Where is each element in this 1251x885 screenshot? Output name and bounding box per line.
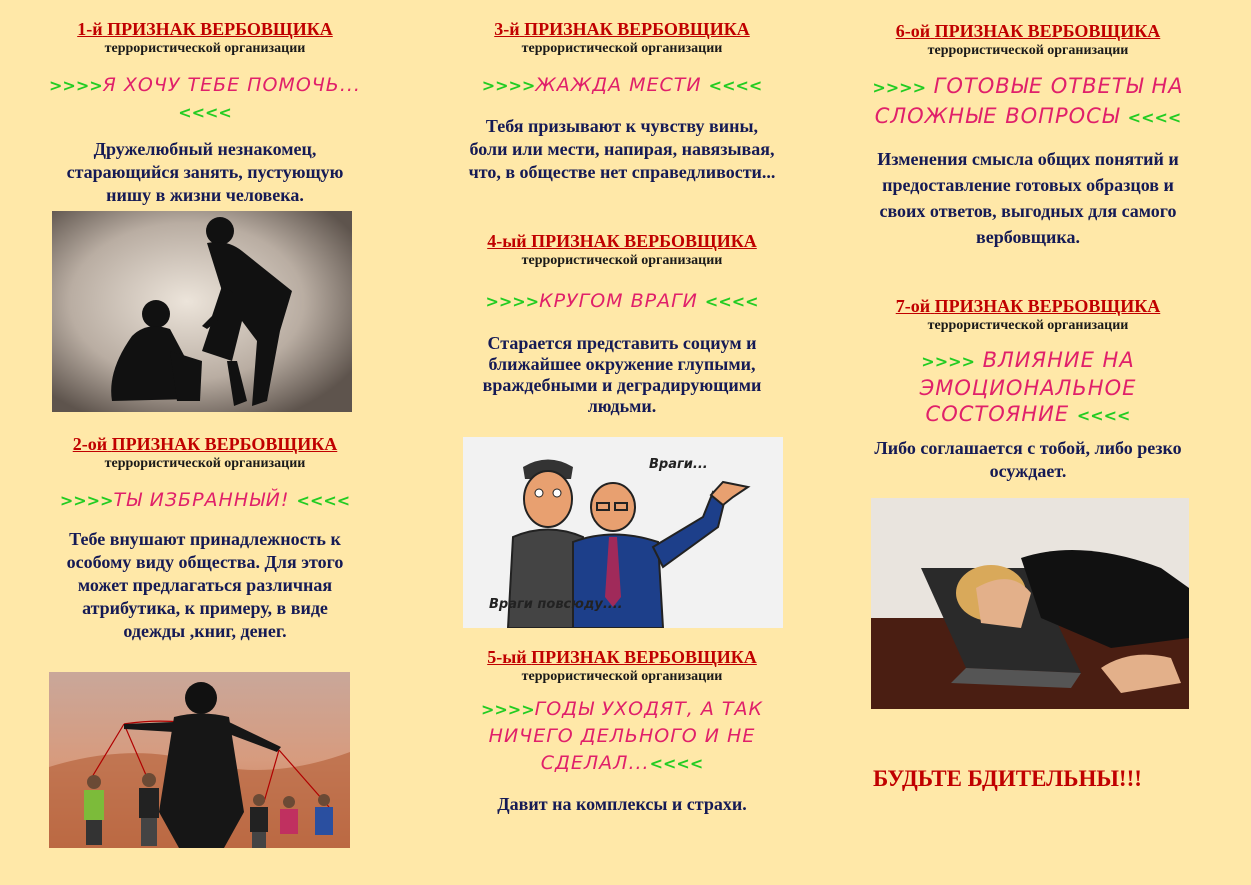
sign-5-description: Давит на комплексы и страхи. — [497, 794, 747, 814]
sign-5 — [447, 646, 797, 816]
sign-7-description: Либо соглашается с тобой, либо резко осуждает. — [874, 438, 1182, 481]
sign-3-subtitle: террористической организации — [521, 41, 723, 56]
sign-3-slogan: >>>>ЖАЖДА МЕСТИ <<<< — [481, 74, 763, 96]
sign-2-description: Тебе внушают принадлежность к особому виду общества. Для этого может предлагаться различная атрибутика, к примеру, в виде одежды ,книг, денег. — [66, 529, 344, 641]
sign-6 — [853, 20, 1203, 250]
sign-1-subtitle: террористической организации — [104, 41, 306, 56]
final-warning: БУДЬТЕ БДИТЕЛЬНЫ!!! — [873, 766, 1142, 791]
sign-6-title: 6-ой ПРИЗНАК ВЕРБОВЩИКА — [895, 21, 1161, 41]
sign-2-slogan: >>>>ТЫ ИЗБРАННЫЙ! <<<< — [59, 489, 351, 511]
sign-3 — [447, 18, 797, 184]
sign-4-slogan: >>>>КРУГОМ ВРАГИ <<<< — [485, 290, 759, 312]
sign-1-slogan: >>>>Я ХОЧУ ТЕБЕ ПОМОЧЬ...<<<< — [49, 74, 361, 122]
sign-5-subtitle: террористической организации — [521, 669, 723, 684]
sign-4-description: Старается представить социум и ближайшее окружение глупыми, враждебными и деградирующими людьми. — [482, 333, 762, 416]
sign-1-description: Дружелюбный незнакомец, старающийся занять, пустующую нишу в жизни человека. — [66, 139, 344, 205]
sign-2-subtitle: террористической организации — [104, 456, 306, 471]
sign-2 — [30, 433, 380, 643]
bubble-text-enemies: Враги... — [649, 457, 708, 472]
sign-6-slogan: >>>> ГОТОВЫЕ ОТВЕТЫ НА СЛОЖНЫЕ ВОПРОСЫ <<<< — [872, 74, 1184, 128]
sign-6-subtitle: террористической организации — [927, 43, 1129, 58]
laptop-despair-photo — [871, 498, 1189, 709]
sign-7-subtitle: террористической организации — [927, 318, 1129, 333]
sign-5-title: 5-ый ПРИЗНАК ВЕРБОВЩИКА — [487, 647, 757, 667]
enemies-cartoon — [463, 437, 783, 628]
sign-1-title: 1-й ПРИЗНАК ВЕРБОВЩИКА — [77, 19, 333, 39]
puppeteer-desert-photo — [49, 672, 350, 848]
sign-4-title: 4-ый ПРИЗНАК ВЕРБОВЩИКА — [487, 231, 757, 251]
sign-2-title: 2-ой ПРИЗНАК ВЕРБОВЩИКА — [72, 434, 338, 454]
bubble-text-enemies-everywhere: Враги повсюду.... — [489, 597, 623, 612]
sign-6-description: Изменения смысла общих понятий и предоставление готовых образцов и своих ответов, выгодных для самого вербовщика. — [877, 149, 1179, 247]
sign-4 — [447, 230, 797, 417]
sign-3-title: 3-й ПРИЗНАК ВЕРБОВЩИКА — [494, 19, 750, 39]
sign-1 — [30, 18, 380, 207]
sign-5-slogan: >>>>ГОДЫ УХОДЯТ, А ТАК НИЧЕГО ДЕЛЬНОГО И НЕ СДЕЛАЛ...<<<< — [480, 698, 763, 774]
sign-7-slogan: >>>> ВЛИЯНИЕ НА ЭМОЦИОНАЛЬНОЕ СОСТОЯНИЕ <<<< — [919, 348, 1137, 426]
sign-7 — [853, 295, 1203, 483]
sign-7-title: 7-ой ПРИЗНАК ВЕРБОВЩИКА — [895, 296, 1161, 316]
sign-4-subtitle: террористической организации — [521, 253, 723, 268]
sign-3-description: Тебя призывают к чувству вины, боли или мести, напирая, навязывая, что, в обществе нет справедливости... — [468, 116, 776, 182]
helping-hand-photo — [52, 211, 352, 412]
